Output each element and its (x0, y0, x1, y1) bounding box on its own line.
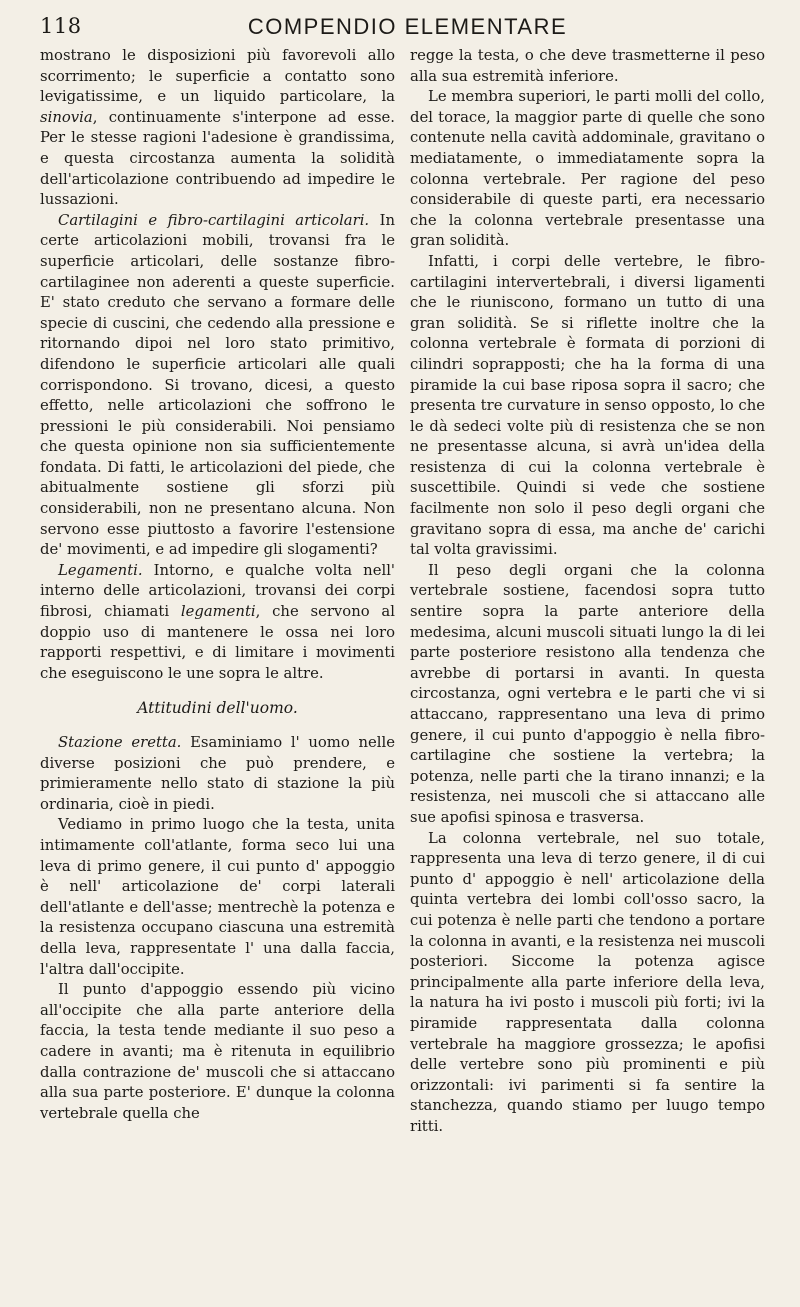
paragraph (40, 46, 395, 211)
right-column (410, 46, 765, 1137)
paragraph-text: In certe articolazioni mobili, trovansi fra le superficie articolari, delle sostanze fibro-cartilaginee non aderenti a queste superficie. E' stato creduto che servano a formare delle specie di cuscini, che cedendo alla pressione e ritornando dipoi nel loro stato primitivo, difendono le superficie articolari alle quali corrispondono. Si trovano, dicesi, a questo effetto, nelle articolazioni che soffrono le pressioni le più considerabili. Noi pensiamo che questa opinione non sia sufficientemente fondata. Di fatti, le articolazioni del piede, che abitualmente sostiene gli sforzi più considerabili, non ne presentano alcuna. Non servono esse piuttosto a favorire l'estensione de' movimenti, e ad impedire gli slogamenti? (40, 211, 395, 559)
paragraph-text: Intorno, e qualche volta nell' interno delle articolazioni, trovansi dei corpi fibrosi, chiamati (40, 561, 395, 621)
paragraph: Il peso degli organi che la colonna vertebrale sostiene, facendosi sopra tutto sentire sopra la parte anteriore della medesima, alcuni muscoli situati lungo la di lei parte posteriore resistono alla tendenza che avrebbe di portarsi in avanti. In questa circostanza, ogni vertebra e le parti che vi si attaccano, rappresentano una leva di primo genere, il cui punto d'appoggio è nella fibro-cartilagine che sostiene la vertebra; la potenza, nelle parti che la tirano innanzi; e la resistenza, nei muscoli che si attaccano alle sue apofisi spinosa e trasversa. (410, 561, 765, 826)
page-number: 118 (40, 14, 82, 38)
italic-term: sinovia (40, 108, 93, 126)
paragraph: Infatti, i corpi delle vertebre, le fibro-cartilagini intervertebrali, i diversi ligamenti che le riuniscono, formano un tutto di una gran solidità. Se si riflette inoltre che la colonna vertebrale è formata di porzioni di cilindri soprapposti; che ha la forma di una piramide la cui base riposa sopra il sacro; che presenta tre curvature in senso opposto, lo che le dà sedeci volte più di resistenza che se non ne presentasse alcuna, si avrà un'idea della resistenza di cui la colonna vertebrale è suscettibile. Quindi si vede che sostiene facilmente non solo il peso degli organi che gravitano sopra di essa, ma anche de' carichi tal volta gravissimi. (410, 252, 765, 559)
left-column (40, 46, 395, 1124)
paragraph-text: Esaminiamo l' uomo nelle diverse posizioni che può prendere, e primieramente nello stato di stazione la più ordinaria, cioè in piedi. (40, 734, 395, 813)
paragraph: La colonna vertebrale, nel suo totale, rappresenta una leva di terzo genere, il di cui punto d' appoggio è nell' articolazione della quinta vertebra dei lombi coll'osso sacro, la cui potenza è nelle parti che tendono a portare la colonna in avanti, e la resistenza nei muscoli posteriori. Siccome la potenza agisce principalmente alla parte inferiore della leva, la natura ha ivi posto i muscoli più forti; ivi la piramide rappresentata dalla colonna vertebrale ha maggiore grossezza; le apofisi delle vertebre sono più prominenti e più orizzontali: ivi parimenti si fa sentire la stanchezza, quando stiamo per luugo tempo ritti. (410, 829, 765, 1135)
paragraph (40, 561, 395, 685)
paragraph: Il punto d'appoggio essendo più vicino all'occipite che alla parte anteriore della faccia, la testa tende mediante il suo peso a cadere in avanti; ma è ritenuta in equilibrio dalla contrazione de' muscoli che si attaccano alla sua parte posteriore. E' dunque la colonna vertebrale quella che (40, 981, 395, 1122)
paragraph (40, 211, 395, 561)
paragraph-text: , che servono al doppio uso di mantenere le ossa nei loro rapporti respettivi, e di limitare i movimenti che eseguiscono le une sopra le altre. (40, 603, 395, 682)
page-header (40, 14, 775, 44)
paragraph-text: mostrano le disposizioni più favorevoli allo scorrimento; le superficie a contatto sono levigatissime, e un liquido particolare, la (40, 47, 395, 106)
paragraph: Vediamo in primo luogo che la testa, unita intimamente coll'atlante, forma seco lui una leva di primo genere, il cui punto d' appoggio è nell' articolazione de' corpi laterali dell'atlante e dell'asse; mentrechè la potenza e la resistenza occupano ciascuna una estremità della leva, rappresentate l' una dalla faccia, l'altra dall'occipite. (40, 816, 395, 978)
section-heading: Attitudini dell'uomo. (137, 699, 298, 718)
running-title: COMPENDIO ELEMENTARE (247, 14, 568, 39)
italic-term: Stazione eretta. (58, 734, 182, 751)
paragraph (40, 733, 395, 815)
italic-term: Legamenti. (58, 561, 143, 579)
paragraph: regge la testa, o che deve trasmetterne il peso alla sua estremità inferiore. (410, 47, 765, 85)
italic-term: legamenti (180, 603, 256, 621)
paragraph-text: , continuamente s'interpone ad esse. Per le stesse ragioni l'adesione è grandissima, e questa circostanza aumenta la solidità dell'articolazione contribuendo ad impedire le lussazioni. (40, 108, 395, 209)
italic-term: Cartilagini e fibro-cartilagini articolari. (58, 211, 370, 229)
paragraph: Le membra superiori, le parti molli del collo, del torace, la maggior parte di quelle che sono contenute nella cavità addominale, gravitano o mediatamente, o immediatamente sopra la colonna vertebrale. Per ragione del peso considerabile di queste parti, era necessario che la colonna vertebrale presentasse una gran solidità. (410, 88, 765, 250)
